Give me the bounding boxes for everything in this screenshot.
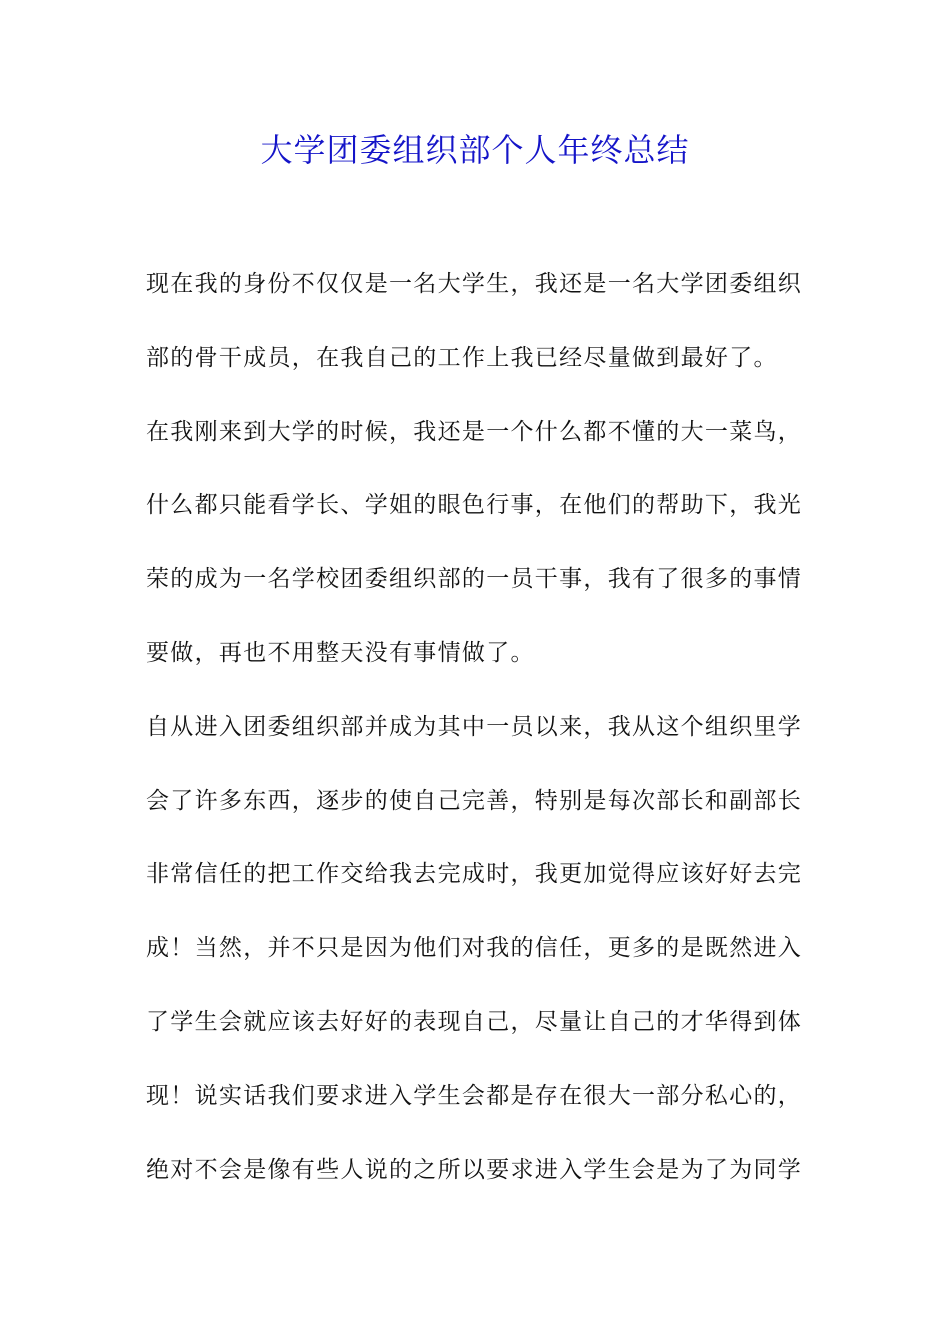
text-line: 绝对不会是像有些人说的之所以要求进入学生会是为了为同学 [146,1156,803,1183]
text-line: 要做，再也不用整天没有事情做了。 [146,639,535,666]
text-line: 非常信任的把工作交给我去完成时，我更加觉得应该好好去完 [146,861,803,888]
text-line: 什么都只能看学长、学姐的眼色行事，在他们的帮助下，我光 [146,492,803,519]
text-line: 荣的成为一名学校团委组织部的一员干事，我有了很多的事情 [146,566,803,593]
text-line: 部的骨干成员，在我自己的工作上我已经尽量做到最好了。 [146,344,778,371]
text-line: 现在我的身份不仅仅是一名大学生，我还是一名大学团委组织 [146,271,803,297]
text-line: 在我刚来到大学的时候，我还是一个什么都不懂的大一菜鸟， [146,418,803,445]
text-line: 自从进入团委组织部并成为其中一员以来，我从这个组织里学 [146,713,803,740]
text-line: 了学生会就应该去好好的表现自己，尽量让自己的才华得到体 [146,1008,803,1035]
document-title: 大学团委组织部个人年终总结 [260,131,690,169]
text-line: 会了许多东西，逐步的使自己完善，特别是每次部长和副部长 [146,787,803,814]
text-line: 现！说实话我们要求进入学生会都是存在很大一部分私心的， [146,1082,803,1109]
document-body [146,262,806,1221]
text-line: 成！当然，并不只是因为他们对我的信任，更多的是既然进入 [146,935,803,962]
